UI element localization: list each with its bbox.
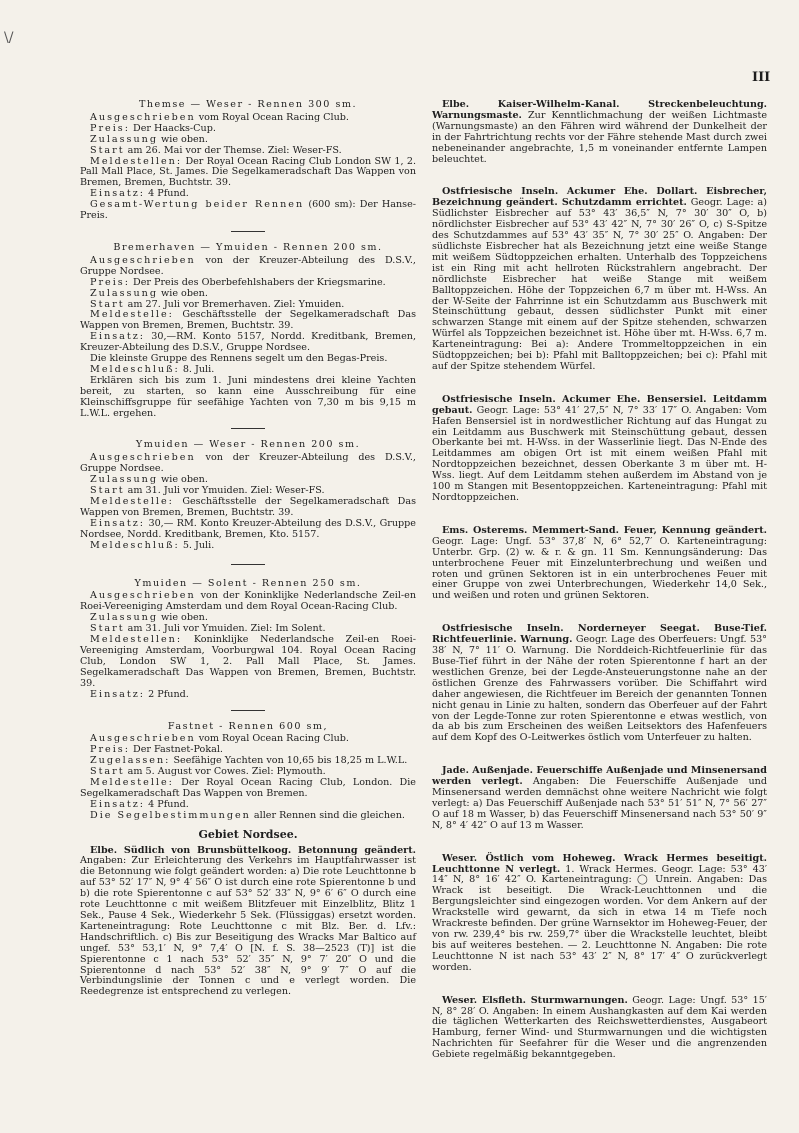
race-field bbox=[80, 811, 416, 822]
race-field-label: Zulassung bbox=[90, 612, 158, 624]
race-field-text: aller Rennen sind die gleichen. bbox=[253, 809, 405, 821]
race-field-label: Preis: bbox=[90, 744, 130, 756]
section-divider bbox=[231, 428, 265, 429]
race-field bbox=[80, 157, 416, 190]
race-field-label: Ausgeschrieben bbox=[90, 590, 196, 602]
page-number: III bbox=[752, 70, 771, 85]
race-field bbox=[80, 519, 416, 541]
race-field bbox=[80, 690, 416, 701]
notice-entry-head: Ostfriesische Inseln. Ackumer Ehe. Bensersiel. Leitdamm gebaut. bbox=[432, 393, 767, 416]
section-divider bbox=[231, 231, 265, 232]
notice-entry-head: Ostfriesische Inseln. Ackumer Ehe. Dollart. Eisbrecher, Bezeichnung geändert. Schutzdamm errichtet. bbox=[432, 186, 767, 209]
race-field-text: Der Haacks-Cup. bbox=[133, 122, 216, 134]
notice-entry bbox=[432, 100, 767, 165]
race-field-label: Einsatz: bbox=[90, 331, 146, 343]
race-field-text: 30,— RM. Konto Kreuzer-Abteilung des D.S.V., Gruppe Nordsee, Nordd. Kreditbank, Bremen, Kto. 5157. bbox=[80, 517, 416, 540]
race-title: Ymuiden — Solent - Rennen 250 sm. bbox=[134, 577, 362, 589]
race-field-text: 4 Pfund. bbox=[148, 798, 189, 810]
race-field-label: Meldestelle: bbox=[90, 777, 174, 789]
notice-entry-text: Angaben: Die Feuerschiffe Außenjade und Minsenersand werden demnächst ohne weitere Nachricht wie folgt verlegt: a) Das Feuerschiff Außenjade nach 53° 51′ 51″ N, 7° 56′ 27″ O auf 18 m Wasser, b) das Feuerschiff Minsenersand nach 53° 50′ 9″ N, 8° 4′ 42″ O auf 13 m Wasser. bbox=[432, 776, 767, 831]
race-field-text: von der Koninklijke Nederlandsche Zeil-en Roei-Vereeniging Amsterdam und dem Royal Ocean-Racing Club. bbox=[80, 590, 416, 613]
race-field-label: Meldestellen: bbox=[90, 155, 183, 167]
race-field-label: Einsatz: bbox=[90, 688, 146, 700]
notice-entry-text: Geogr. Lage: 53° 41′ 27,5″ N, 7° 33′ 17″ O. Angaben: Vom Hafen Bensersiel ist in nordwestlicher Richtung auf das Hungat zu ein Leitdamm aus Buschwerk mit Steinschüttung gebaut, dessen Oberkante bei mt. H-Wss. in der Wasserlinie liegt. Das N-Ende des Leitdammes am obigen Ort ist mit einem weißen Pfahl mit Nordtoppzeichen bezeichnet, dessen Oberkante 3 m über mt. H-Wss. liegt. Auf dem Leitdamm stehen außerdem im Abstand von je 100 m Stangen mit Besentoppzeichen. Karteneintragung: Pfahl mit Nordtoppzeichen. bbox=[432, 404, 767, 503]
race-title: Themse — Weser - Rennen 300 sm. bbox=[138, 99, 358, 110]
race-field-text: Der Royal Ocean Racing Club, London. Die Segelkameradschaft Das Wappen von Bremen. bbox=[80, 777, 416, 799]
race-field bbox=[80, 497, 416, 519]
race-field-text: Der Royal Ocean Racing Club London SW 1, 2. Pall Mall Place, St. James. Die Segelkameradschaft Das Wappen von Bremen, Bremen, Buchtstr. 39. bbox=[80, 155, 416, 189]
race-field-text: am 31. Juli vor Ymuiden. Ziel: Weser-FS. bbox=[127, 485, 325, 497]
race-field-label: Meldestellen: bbox=[90, 634, 183, 646]
region-title: Gebiet Nordsee. bbox=[198, 827, 298, 841]
race-field-label: Einsatz: bbox=[90, 188, 146, 200]
notice-entry bbox=[432, 526, 767, 602]
race-field-text: am 26. Mai vor der Themse. Ziel: Weser-FS. bbox=[127, 144, 342, 156]
race-field-text: Koninklijke Nederlandsche Zeil-en Roei-Vereeniging Amsterdam, Voorburgwal 104. Royal Ocean Racing Club, London SW 1, 2. Pall Mall Place, St. James. Segelkameradschaft Das Wappen von Bremen, Bremen, Buchtstr. 39. bbox=[80, 634, 416, 689]
race-field-text: von der Kreuzer-Abteilung des D.S.V., Gruppe Nordsee. bbox=[80, 254, 416, 277]
race-announcement bbox=[80, 579, 416, 701]
race-field bbox=[80, 310, 416, 332]
notice-entry-head: Jade. Außenjade. Feuerschiffe Außenjade und Minsenersand werden verlegt. bbox=[432, 765, 767, 788]
scan-corner-mark: \/ bbox=[4, 30, 14, 46]
race-field-text: 2 Pfund. bbox=[148, 688, 189, 700]
notice-entry-head: Ems. Osterems. Memmert-Sand. Feuer, Kennung geändert. bbox=[442, 524, 767, 536]
race-field-label: Start bbox=[90, 766, 125, 778]
race-field-label: Ausgeschrieben bbox=[90, 254, 196, 266]
race-field-text: am 5. August vor Cowes. Ziel: Plymouth. bbox=[127, 766, 326, 778]
race-field-label: Meldestelle: bbox=[90, 496, 174, 507]
left-column bbox=[80, 100, 416, 998]
race-field-text: Der Preis des Oberbefehlshabers der Kriegsmarine. bbox=[133, 276, 386, 288]
race-field-text: Seefähige Yachten von 10,65 bis 18,25 m L.W.L. bbox=[173, 755, 408, 767]
race-field-label: Preis: bbox=[90, 276, 130, 288]
notice-entry-text: Geogr. Lage des Oberfeuers: Ungf. 53° 38′ N, 7° 11′ O. Warnung. Die Norddeich-Richtfeuerlinie für das Buse-Tief führt in der Nähe der roten Spierentonne f hart an der westlichen Grenze, bei der Legde-Ansteuerungstonne nahe an der östlichen Grenze des Fahrwassers vorüber. Die Schiffahrt wird daher angewiesen, die Richtfeuer im Bereich der genannten Tonnen nicht genau in Linie zu halten, sondern das Oberfeuer auf der Fahrt von der Legde-Tonne zur roten Spierentonne e etwas westlich, von da ab bis zum Erscheinen des weißen Leitsektors des Hafenfeuers auf dem Kopf des O-Leitwerkes östlich vom Unterfeuer zu halten. bbox=[432, 634, 767, 744]
race-title: Bremerhaven — Ymuiden - Rennen 200 sm. bbox=[113, 241, 383, 253]
notice-entry-head: Elbe. Südlich von Brunsbüttelkoog. Betonnung geändert. bbox=[90, 844, 416, 856]
race-field-text: Der Fastnet-Pokal. bbox=[133, 744, 223, 756]
notice-entry-text: Geogr. Lage: a) Südlichster Eisbrecher auf 53° 43′ 36,5″ N, 7° 30′ 30″ O, b) nördlichster Eisbrecher auf 53° 43′ 42″ N, 7° 30′ 26″ O, c) S-Spitze des Schutzdammes auf 53° 43′ 35″ N, 7° 30′ 25″ O. Angaben: Der südlichste Eisbrecher hat als Bezeichnung jetzt eine weiße Stange mit weißem Südtoppzeichen erhalten. Unterhalb des Toppzeichens ist ein Ring mit acht hellroten Rückstrahlern angebracht. Der nördlichste Eisbrecher hat weiße Stange mit weißem Balltoppzeichen. Höhe der Toppzeichen 6,7 m über mt. H-Wss. An der W-Seite der Fahrrinne ist ein Schutzdamm aus Buschwerk mit Steinschüttung gebaut, dessen südlichster Punkt mit einer schwarzen Stange mit einem auf der Spitze stehenden, schwarzen Würfel als Toppzeichen bezeichnet ist. Höhe über mt. H-Wss. 6,7 m. Karteneintragung: Bei a): Andere Trommeltoppzeichen in ein Südtoppzeichen; bei b): Pfahl mit Balltoppzeichen; bei c): Pfahl mit auf der Spitze stehendem Würfel. bbox=[432, 197, 767, 372]
race-field-text: vom Royal Ocean Racing Club. bbox=[198, 733, 349, 745]
race-field-text: Geschäftsstelle der Segelkameradschaft Das Wappen von Bremen, Bremen, Buchtstr. 39. bbox=[80, 309, 416, 332]
race-field-label: Zulassung bbox=[90, 287, 158, 299]
notice-entry bbox=[80, 846, 416, 999]
race-field bbox=[80, 256, 416, 278]
race-field-label: Start bbox=[90, 298, 125, 310]
race-announcement bbox=[80, 100, 416, 222]
right-column bbox=[432, 100, 767, 1083]
race-field-text: 8. Juli. bbox=[182, 363, 215, 375]
race-field-text: 4 Pfund. bbox=[148, 188, 189, 200]
race-field-label: Ausgeschrieben bbox=[90, 733, 196, 745]
race-field-label: Gesamt-Wertung beider Rennen bbox=[90, 199, 305, 211]
race-field-text: 30,—RM. Konto 5157, Nordd. Kreditbank, Bremen, Kreuzer-Abteilung des D.S.V., Gruppe Nordsee. bbox=[80, 331, 416, 354]
race-field-text: Erklären sich bis zum 1. Juni mindestens drei kleine Yachten bereit, zu starten, so kann eine Ausschreibung für eine Kleinschiffsgruppe für seefähige Yachten von 7,30 m bis 9,15 m L.W.L. ergehen. bbox=[80, 374, 416, 419]
race-field-label: Die Segelbestimmungen bbox=[90, 809, 251, 821]
race-announcement bbox=[80, 722, 416, 822]
race-field-label: Einsatz: bbox=[90, 517, 146, 529]
race-field-text: (600 sm): Der Hanse-Preis. bbox=[80, 199, 416, 222]
race-field bbox=[80, 541, 416, 552]
notice-entry-head: Weser. Elsfleth. Sturmwarnungen. bbox=[442, 994, 628, 1006]
race-field-label: Preis: bbox=[90, 122, 130, 134]
race-field-text: 5. Juli. bbox=[182, 539, 215, 551]
race-field bbox=[80, 332, 416, 354]
notice-entry-head: Ostfriesische Inseln. Norderneyer Seegat. Buse-Tief. Richtfeuerlinie. Warnung. bbox=[432, 623, 767, 646]
race-field-label: Ausgeschrieben bbox=[90, 452, 196, 464]
race-field-text: Die kleinste Gruppe des Rennens segelt um den Begas-Preis. bbox=[90, 353, 388, 365]
notice-entry-text: 1. Wrack Hermes. Geogr. Lage: 53° 43′ 14″ N, 8° 16′ 42″ O. Karteneintragung: ◯ Unrein. Angaben: Das Wrack ist beseitigt. Die Wrack-Leuchttonnen und die Bergungsleichter sind eingezogen worden. Vor dem Ankern auf der Wrackstelle wird gewarnt, da sich in etwa 14 m Tiefe noch Wrackreste befinden. Der grüne Warnsektor im Hoheweg-Feuer, der von rw. 239,4° bis rw. 259,7° über die Wrackstelle leuchtet, bleibt bis auf weiteres bestehen. — 2. Leuchttonne N. Angaben: Die rote Leuchttonne N ist nach 53° 43′ 2″ N, 8° 17′ 4″ O zurückverlegt worden. bbox=[432, 863, 767, 973]
race-title: Ymuiden — Weser - Rennen 200 sm. bbox=[135, 439, 361, 451]
race-field-label: Meldeschluß: bbox=[90, 539, 180, 551]
notice-entry-head: Elbe. Kaiser-Wilhelm-Kanal. Streckenbeleuchtung. Warnungsmaste. bbox=[432, 99, 767, 121]
notice-entry-head: Weser. Östlich vom Hoheweg. Wrack Hermes beseitigt. Leuchttonne N verlegt. bbox=[432, 852, 767, 875]
race-field-text: vom Royal Ocean Racing Club. bbox=[198, 111, 349, 123]
race-field-text: wie oben. bbox=[161, 612, 208, 624]
race-announcement bbox=[80, 440, 416, 551]
race-field bbox=[80, 376, 416, 420]
race-field-label: Ausgeschrieben bbox=[90, 111, 196, 123]
notice-entry bbox=[432, 996, 767, 1061]
race-announcement bbox=[80, 243, 416, 420]
race-field bbox=[80, 591, 416, 613]
race-field-text: wie oben. bbox=[161, 133, 208, 145]
race-field-label: Zulassung bbox=[90, 133, 158, 145]
race-field-label: Zugelassen: bbox=[90, 755, 171, 767]
race-field-label: Start bbox=[90, 144, 125, 156]
race-field-label: Einsatz: bbox=[90, 798, 146, 810]
race-field-text: Geschäftsstelle der Segelkameradschaft Das Wappen von Bremen, Bremen, Buchtstr. 39. bbox=[80, 496, 416, 518]
race-field-label: Start bbox=[90, 485, 125, 497]
section-divider bbox=[231, 564, 265, 565]
notice-entry bbox=[432, 624, 767, 744]
notice-entry bbox=[432, 854, 767, 974]
race-field-text: am 31. Juli vor Ymuiden. Ziel: Im Solent. bbox=[127, 623, 326, 635]
race-field bbox=[80, 635, 416, 690]
race-field-label: Zulassung bbox=[90, 474, 158, 486]
notice-entry bbox=[432, 395, 767, 504]
section-divider bbox=[231, 710, 265, 711]
race-field-text: am 27. Juli vor Bremerhaven. Ziel: Ymuiden. bbox=[127, 298, 345, 310]
race-field-text: wie oben. bbox=[161, 474, 208, 486]
notice-entry bbox=[432, 187, 767, 372]
notice-entry bbox=[432, 766, 767, 831]
notice-entry-text: Geogr. Lage: Ungf. 53° 37,8′ N, 6° 52,7′ O. Karteneintragung: Unterbr. Grp. (2) w. & r. & gn. 11 Sm. Kennungsänderung: Das unterbrochene Feuer mit Einzelunterbrechung und weißen und roten und grünen Sektoren ist in ein unterbrochenes Feuer mit einer Gruppe von zwei Unterbrechungen, Wiederkehr 14,0 Sek., und weißen und roten und grünen Sektoren. bbox=[432, 535, 767, 602]
race-field-text: von der Kreuzer-Abteilung des D.S.V., Gruppe Nordsee. bbox=[80, 452, 416, 475]
race-field-label: Meldeschluß: bbox=[90, 363, 180, 375]
race-field bbox=[80, 200, 416, 222]
notice-entry-text: Angaben: Zur Erleichterung des Verkehrs im Hauptfahrwasser ist die Betonnung wie folgt geändert worden: a) Die rote Leuchttonne b auf 53° 52′ 17″ N, 9° 4′ 56″ O ist durch eine rote Spierentonne b und b) die rote Spierentonne c auf 53° 52′ 33″ N, 9° 6′ 6″ O durch eine rote Leuchttonne c mit weißem Blitzfeuer mit Einzelblitz, Blitz 1 Sek., Pause 4 Sek., Wiederkehr 5 Sek. (Flüssiggas) ersetzt worden. Karteneintragung: Rote Leuchttonne c mit Blz. Ber. d. Lfv.: Handschriftlich. c) Bis zur Beseitigung des Wracks Mar Baltico auf ungef. 53° 53,1′ N, 9° 7,4′ O [N. f. S. 38—2523 (T)] ist die Spierentonne c 1 nach 53° 52′ 35″ N, 9° 7′ 20″ O und die Spierentonne d nach 53° 52′ 38″ N, 9° 9′ 7″ O auf die Verbindungslinie der Tonnen c und e verlegt worden. Die Reedegrenze ist entsprechend zu verlegen. bbox=[80, 855, 416, 998]
race-field-label: Meldestelle: bbox=[90, 309, 174, 321]
race-title: Fastnet - Rennen 600 sm, bbox=[167, 720, 329, 732]
notice-entry-text: Zur Kenntlichmachung der weißen Lichtmaste (Warnungsmaste) an den Fähren wird während der Dunkelheit der in der Fahrtrichtung rechts vor der Fähre stehende Mast durch zwei nebeneinander angebrachte, 1,5 m voneinander entfernte Lampen beleuchtet. bbox=[432, 109, 767, 165]
race-field bbox=[80, 453, 416, 475]
race-field-label: Start bbox=[90, 623, 125, 635]
notice-entry-text: Geogr. Lage: Ungf. 53° 15′ N, 8° 28′ O. Angaben: In einem Aushangkasten auf dem Kai werden die täglichen Wetterkarten des Reichswetterdienstes, Ausgabeort Hamburg, ferner Wind- und Sturmwarnungen und die wichtigsten Nachrichten für Seefahrer für die Weser und die angrenzenden Gebiete regelmäßig bekanntgegeben. bbox=[432, 994, 767, 1061]
race-field bbox=[80, 778, 416, 800]
race-field-text: wie oben. bbox=[161, 287, 208, 299]
